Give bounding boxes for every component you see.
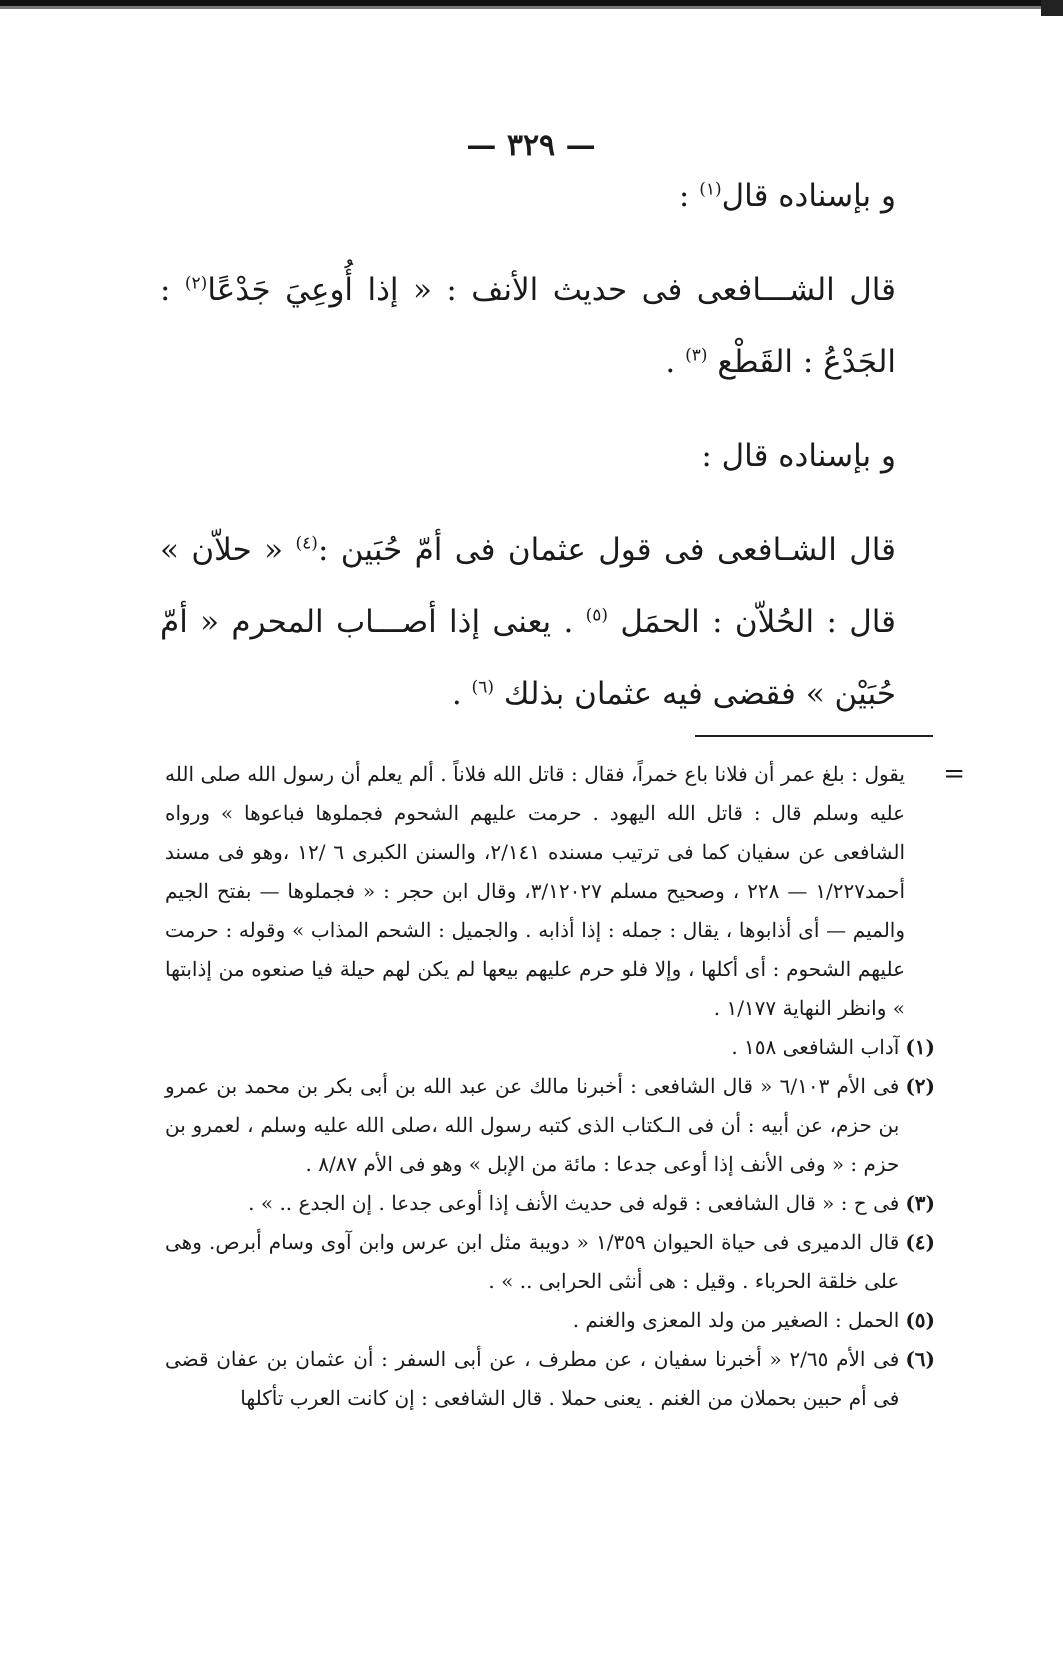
footnote-ref[interactable]: (٢) xyxy=(184,273,208,294)
footnote-ref-1[interactable]: (١) xyxy=(699,179,722,200)
paragraph-text: قال الشـــافعى فى حديث الأنف : « إذا أُوعِيَ جَدْعًا xyxy=(207,272,896,308)
intro-line-1-text: و بإسناده قال xyxy=(721,178,896,214)
intro-line-1-end: : xyxy=(678,178,700,214)
paragraph-text: . يعنى إذا أصـــاب المحرم « أمّ حُبَيْن » فقضى فيه عثمان بذلك xyxy=(160,604,896,712)
footnote-ref[interactable]: (٣) xyxy=(685,345,708,366)
footnote-ref[interactable]: (٤) xyxy=(295,533,318,554)
footnote-item xyxy=(165,1067,935,1184)
paragraph-nose-hadith xyxy=(160,254,932,398)
continuation-mark: = xyxy=(943,759,965,789)
footnote-text: فى الأم ٢/٦٥ « أخبرنا سفيان ، عن مطرف ، عن أبى السفر : أن عثمان بن عفان قضى فى أم حبين بحملان من الغنم . يعنى حملا . قال الشافعى : إن كانت العرب تأكلها xyxy=(165,1347,900,1410)
footnote-text: فى الأم ٦/١٠٣ « قال الشافعى : أخبرنا مالك عن عبد الله بن أبى بكر بن محمد بن عمرو بن حزم، عن أبيه : أن فى الـكتاب الذى كتبه رسول الله ،صلى الله عليه وسلم ، لعمرو بن حزم : « وفى الأنف إذا أوعى جدعا : مائة من الإبل » وهو فى الأم ٨/٨٧ . xyxy=(165,1074,900,1176)
footnote-continuation-text: يقول : بلغ عمر أن فلانا باع خمراً، فقال : قاتل الله فلاناً . ألم يعلم أن رسول الله صلى الله عليه وسلم قال : قاتل الله اليهود . حرمت عليهم الشحوم فجملوها فباعوها » ورواه الشافعى عن سفيان كما فى ترتيب مسنده ٢/١٤١، والسنن الكبرى ٦ /١٢ ،وهو فى مسند أحمد١/٢٢٧ — ٢٢٨ ، وصحيح مسلم ٣/١٢٠٢٧، وقال ابن حجر : « فجملوها — بفتح الجيم والميم — أى أذابوها ، يقال : جمله : إذا أذابه . والجميل : الشحم المذاب » وقوله : حرمت عليهم الشحوم : أى أكلها ، وإلا فلو حرم عليهم بيعها لم يكن لهم حيلة فيا صنعوه من إذابتها » وانظر النهاية ١/١٧٧ . xyxy=(165,762,906,1020)
footnote-text: فى ح : « قال الشافعى : قوله فى حديث الأنف إذا أوعى جدعا . إن الجدع .. » . xyxy=(248,1191,900,1215)
main-text xyxy=(160,160,932,730)
footnote-number: (٥) xyxy=(905,1308,935,1332)
footnotes xyxy=(165,755,965,1418)
paragraph-umm-hubayn xyxy=(160,514,932,730)
footnote-continuation xyxy=(165,755,965,1028)
footnote-text: الحمل : الصغير من ولد المعزى والغنم . xyxy=(572,1308,900,1332)
footnote-text: قال الدميرى فى حياة الحيوان ١/٣٥٩ « دويبة مثل ابن عرس وابن آوى وسام أبرص. وهى على خلقة الحرباء . وقيل : هى أنثى الحرابى .. » . xyxy=(165,1230,900,1293)
footnote-item xyxy=(165,1223,935,1301)
paragraph-text: « حلاّن » قال : الحُلاّن : الحمَل xyxy=(160,532,896,640)
page-number: — ٣٢٩ — xyxy=(466,128,596,163)
footnote-ref[interactable]: (٥) xyxy=(585,605,609,626)
footnote-item xyxy=(165,1340,935,1418)
paragraph-text: قال الشـافعى فى قول عثمان فى أمّ حُبَين : xyxy=(317,532,897,568)
footnote-number: (٣) xyxy=(905,1191,935,1215)
footnote-item xyxy=(165,1028,935,1067)
footnote-number: (٤) xyxy=(905,1230,935,1254)
footnote-text: آداب الشافعى ١٥٨ . xyxy=(731,1035,900,1059)
footnote-list xyxy=(165,1028,935,1418)
footnote-number: (١) xyxy=(905,1035,935,1059)
scan-top-edge xyxy=(0,0,1063,12)
footnote-ref[interactable]: (٦) xyxy=(471,677,494,698)
paragraph-text: . xyxy=(451,676,472,712)
paragraph-text: : الجَدْعُ : القَطْع xyxy=(160,272,896,380)
footnote-item xyxy=(165,1184,935,1223)
footnote-item xyxy=(165,1301,935,1340)
intro-line-2: و بإسناده قال : xyxy=(701,438,896,474)
paragraph-text: . xyxy=(665,344,686,380)
footnote-number: (٢) xyxy=(905,1074,935,1098)
intro-line-1 xyxy=(160,160,932,232)
scan-corner-mark xyxy=(1041,0,1063,16)
footnote-number: (٦) xyxy=(905,1347,935,1371)
footnote-separator xyxy=(695,735,933,737)
